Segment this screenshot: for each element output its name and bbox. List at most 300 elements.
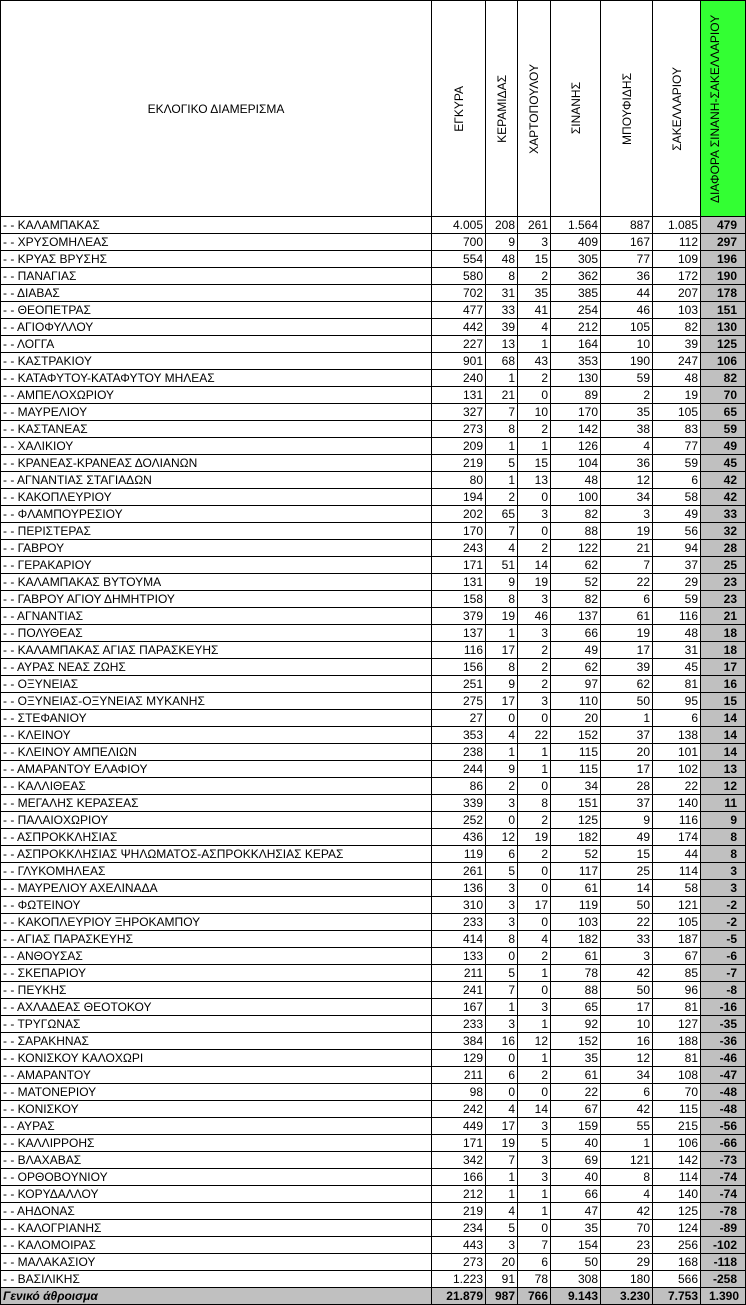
valid-votes: 443 <box>432 1237 486 1254</box>
sinanis-votes: 52 <box>551 846 601 863</box>
district-name: - - ΣΑΡΑΚΗΝΑΣ <box>1 1033 432 1050</box>
sinanis-votes: 62 <box>551 557 601 574</box>
district-name: - - ΠΟΛΥΘΕΑΣ <box>1 625 432 642</box>
mpoufidis-votes: 7 <box>601 557 653 574</box>
chartopoulou-votes: 0 <box>518 523 551 540</box>
table-row <box>1 540 746 557</box>
valid-votes: 244 <box>432 761 486 778</box>
chartopoulou-votes: 2 <box>518 421 551 438</box>
district-name: - - ΑΓΝΑΝΤΙΑΣ ΣΤΑΓΙΑΔΩΝ <box>1 472 432 489</box>
table-row <box>1 625 746 642</box>
chartopoulou-votes: 2 <box>518 846 551 863</box>
district-name: - - ΓΑΒΡΟΥ ΑΓΙΟΥ ΔΗΜΗΤΡΙΟΥ <box>1 591 432 608</box>
district-name: - - ΚΟΡΥΔΑΛΛΟΥ <box>1 1186 432 1203</box>
district-name: - - ΠΕΡΙΣΤΕΡΑΣ <box>1 523 432 540</box>
district-name: - - ΔΙΑΒΑΣ <box>1 285 432 302</box>
keramidas-votes: 6 <box>486 846 518 863</box>
mpoufidis-votes: 49 <box>601 829 653 846</box>
chartopoulou-votes: 0 <box>518 1084 551 1101</box>
district-name: - - ΧΑΛΙΚΙΟΥ <box>1 438 432 455</box>
difference-value: 23 <box>701 574 746 591</box>
district-name: - - ΚΛΕΙΝΟΥ <box>1 727 432 744</box>
chartopoulou-votes: 3 <box>518 693 551 710</box>
district-name: - - ΑΥΡΑΣ <box>1 1118 432 1135</box>
sinanis-votes: 125 <box>551 812 601 829</box>
valid-votes: 131 <box>432 387 486 404</box>
chartopoulou-votes: 0 <box>518 880 551 897</box>
district-name: - - ΠΑΝΑΓΙΑΣ <box>1 268 432 285</box>
table-row <box>1 574 746 591</box>
chartopoulou-votes: 1 <box>518 761 551 778</box>
keramidas-votes: 9 <box>486 234 518 251</box>
keramidas-votes: 4 <box>486 1101 518 1118</box>
difference-value: -8 <box>701 982 746 999</box>
sakellariou-votes: 82 <box>653 319 701 336</box>
table-row <box>1 1016 746 1033</box>
district-name: - - ΑΜΠΕΛΟΧΩΡΙΟΥ <box>1 387 432 404</box>
district-name: - - ΣΚΕΠΑΡΙΟΥ <box>1 965 432 982</box>
chartopoulou-votes: 1 <box>518 965 551 982</box>
difference-value: -5 <box>701 931 746 948</box>
keramidas-votes: 0 <box>486 1084 518 1101</box>
district-name: - - ΟΞΥΝΕΙΑΣ <box>1 676 432 693</box>
table-row <box>1 761 746 778</box>
mpoufidis-votes: 33 <box>601 931 653 948</box>
difference-value: -46 <box>701 1050 746 1067</box>
valid-votes: 238 <box>432 744 486 761</box>
sinanis-votes: 88 <box>551 523 601 540</box>
sakellariou-votes: 49 <box>653 506 701 523</box>
sakellariou-votes: 247 <box>653 353 701 370</box>
difference-value: 178 <box>701 285 746 302</box>
chartopoulou-votes: 10 <box>518 404 551 421</box>
chartopoulou-votes: 15 <box>518 251 551 268</box>
district-name: - - ΑΓΙΑΣ ΠΑΡΑΣΚΕΥΗΣ <box>1 931 432 948</box>
table-row <box>1 251 746 268</box>
sinanis-votes: 137 <box>551 608 601 625</box>
table-row <box>1 659 746 676</box>
table-row <box>1 268 746 285</box>
mpoufidis-votes: 37 <box>601 795 653 812</box>
table-row <box>1 1084 746 1101</box>
mpoufidis-votes: 17 <box>601 761 653 778</box>
valid-votes: 137 <box>432 625 486 642</box>
mpoufidis-votes: 105 <box>601 319 653 336</box>
keramidas-votes: 8 <box>486 268 518 285</box>
table-row <box>1 421 746 438</box>
mpoufidis-votes: 15 <box>601 846 653 863</box>
sinanis-votes: 82 <box>551 591 601 608</box>
valid-votes: 241 <box>432 982 486 999</box>
sinanis-votes: 35 <box>551 1050 601 1067</box>
sinanis-votes: 47 <box>551 1203 601 1220</box>
sakellariou-votes: 102 <box>653 761 701 778</box>
valid-votes: 353 <box>432 727 486 744</box>
keramidas-votes: 8 <box>486 931 518 948</box>
sinanis-votes: 103 <box>551 914 601 931</box>
difference-value: 14 <box>701 710 746 727</box>
sinanis-votes: 305 <box>551 251 601 268</box>
mpoufidis-votes: 12 <box>601 472 653 489</box>
sakellariou-votes: 114 <box>653 1169 701 1186</box>
keramidas-votes: 4 <box>486 727 518 744</box>
valid-votes: 4.005 <box>432 217 486 234</box>
valid-votes: 98 <box>432 1084 486 1101</box>
mpoufidis-votes: 14 <box>601 880 653 897</box>
difference-value: -73 <box>701 1152 746 1169</box>
keramidas-votes: 65 <box>486 506 518 523</box>
sakellariou-votes: 56 <box>653 523 701 540</box>
sinanis-votes: 212 <box>551 319 601 336</box>
valid-votes: 170 <box>432 523 486 540</box>
valid-votes: 702 <box>432 285 486 302</box>
chartopoulou-votes: 261 <box>518 217 551 234</box>
district-name: - - ΑΓΝΑΝΤΙΑΣ <box>1 608 432 625</box>
chartopoulou-votes: 46 <box>518 608 551 625</box>
district-name: - - ΚΑΣΤΡΑΚΙΟΥ <box>1 353 432 370</box>
sinanis-votes: 66 <box>551 1186 601 1203</box>
difference-value: 28 <box>701 540 746 557</box>
table-row <box>1 999 746 1016</box>
difference-value: 23 <box>701 591 746 608</box>
total-label: Γενικό άθροισμα <box>1 1288 432 1305</box>
sinanis-votes: 61 <box>551 948 601 965</box>
table-row <box>1 506 746 523</box>
sinanis-votes: 65 <box>551 999 601 1016</box>
table-row <box>1 302 746 319</box>
valid-votes: 133 <box>432 948 486 965</box>
valid-votes: 449 <box>432 1118 486 1135</box>
sinanis-votes: 52 <box>551 574 601 591</box>
sakellariou-votes: 124 <box>653 1220 701 1237</box>
chartopoulou-votes: 22 <box>518 727 551 744</box>
sakellariou-votes: 44 <box>653 846 701 863</box>
sakellariou-votes: 58 <box>653 489 701 506</box>
chartopoulou-votes: 1 <box>518 438 551 455</box>
table-row <box>1 1050 746 1067</box>
mpoufidis-votes: 50 <box>601 897 653 914</box>
difference-value: 14 <box>701 744 746 761</box>
table-row <box>1 1220 746 1237</box>
mpoufidis-votes: 22 <box>601 914 653 931</box>
difference-value: 12 <box>701 778 746 795</box>
chartopoulou-votes: 43 <box>518 353 551 370</box>
difference-value: 42 <box>701 472 746 489</box>
difference-value: 14 <box>701 727 746 744</box>
keramidas-votes: 31 <box>486 285 518 302</box>
chartopoulou-votes: 3 <box>518 625 551 642</box>
keramidas-votes: 21 <box>486 387 518 404</box>
mpoufidis-votes: 29 <box>601 1254 653 1271</box>
valid-votes: 1.223 <box>432 1271 486 1288</box>
sakellariou-votes: 83 <box>653 421 701 438</box>
chartopoulou-votes: 14 <box>518 1101 551 1118</box>
keramidas-votes: 1 <box>486 472 518 489</box>
district-name: - - ΚΑΚΟΠΛΕΥΡΙΟΥ <box>1 489 432 506</box>
difference-value: 297 <box>701 234 746 251</box>
district-name: - - ΚΑΚΟΠΛΕΥΡΙΟΥ ΞΗΡΟΚΑΜΠΟΥ <box>1 914 432 931</box>
district-name: - - ΠΕΥΚΗΣ <box>1 982 432 999</box>
header-chartopoulou: ΧΑΡΤΟΠΟΥΛΟΥ <box>518 1 551 217</box>
keramidas-votes: 68 <box>486 353 518 370</box>
keramidas-votes: 0 <box>486 812 518 829</box>
table-row <box>1 591 746 608</box>
valid-votes: 901 <box>432 353 486 370</box>
table-row <box>1 489 746 506</box>
sinanis-votes: 170 <box>551 404 601 421</box>
district-name: - - ΚΑΛΛΙΘΕΑΣ <box>1 778 432 795</box>
chartopoulou-votes: 4 <box>518 931 551 948</box>
keramidas-votes: 1 <box>486 370 518 387</box>
difference-value: 16 <box>701 676 746 693</box>
difference-value: 8 <box>701 829 746 846</box>
difference-value: 49 <box>701 438 746 455</box>
valid-votes: 242 <box>432 1101 486 1118</box>
mpoufidis-votes: 35 <box>601 404 653 421</box>
sinanis-votes: 34 <box>551 778 601 795</box>
chartopoulou-votes: 15 <box>518 455 551 472</box>
keramidas-votes: 20 <box>486 1254 518 1271</box>
keramidas-votes: 51 <box>486 557 518 574</box>
valid-votes: 211 <box>432 965 486 982</box>
table-row <box>1 1169 746 1186</box>
district-name: - - ΟΡΘΟΒΟΥΝΙΟΥ <box>1 1169 432 1186</box>
sakellariou-votes: 45 <box>653 659 701 676</box>
valid-votes: 273 <box>432 1254 486 1271</box>
valid-votes: 212 <box>432 1186 486 1203</box>
valid-votes: 116 <box>432 642 486 659</box>
sakellariou-votes: 6 <box>653 710 701 727</box>
chartopoulou-votes: 78 <box>518 1271 551 1288</box>
mpoufidis-votes: 180 <box>601 1271 653 1288</box>
district-name: - - ΚΑΛΟΜΟΙΡΑΣ <box>1 1237 432 1254</box>
total-sakellariou: 7.753 <box>653 1288 701 1305</box>
table-row <box>1 455 746 472</box>
valid-votes: 379 <box>432 608 486 625</box>
sakellariou-votes: 101 <box>653 744 701 761</box>
difference-value: 59 <box>701 421 746 438</box>
total-mpoufidis: 3.230 <box>601 1288 653 1305</box>
valid-votes: 436 <box>432 829 486 846</box>
mpoufidis-votes: 17 <box>601 999 653 1016</box>
difference-value: -36 <box>701 1033 746 1050</box>
sakellariou-votes: 112 <box>653 234 701 251</box>
keramidas-votes: 3 <box>486 1237 518 1254</box>
chartopoulou-votes: 12 <box>518 1033 551 1050</box>
sakellariou-votes: 59 <box>653 591 701 608</box>
sakellariou-votes: 256 <box>653 1237 701 1254</box>
table-row <box>1 1254 746 1271</box>
sakellariou-votes: 29 <box>653 574 701 591</box>
keramidas-votes: 1 <box>486 1169 518 1186</box>
sinanis-votes: 88 <box>551 982 601 999</box>
valid-votes: 202 <box>432 506 486 523</box>
sakellariou-votes: 22 <box>653 778 701 795</box>
table-row <box>1 370 746 387</box>
valid-votes: 219 <box>432 455 486 472</box>
table-row <box>1 1033 746 1050</box>
sinanis-votes: 130 <box>551 370 601 387</box>
district-name: - - ΜΑΛΑΚΑΣΙΟΥ <box>1 1254 432 1271</box>
sakellariou-votes: 48 <box>653 625 701 642</box>
difference-value: -74 <box>701 1169 746 1186</box>
difference-value: -102 <box>701 1237 746 1254</box>
header-keramidas: ΚΕΡΑΜΙΔΑΣ <box>486 1 518 217</box>
sakellariou-votes: 81 <box>653 676 701 693</box>
keramidas-votes: 1 <box>486 744 518 761</box>
keramidas-votes: 8 <box>486 659 518 676</box>
chartopoulou-votes: 1 <box>518 744 551 761</box>
difference-value: -2 <box>701 914 746 931</box>
keramidas-votes: 9 <box>486 676 518 693</box>
valid-votes: 27 <box>432 710 486 727</box>
header-district: ΕΚΛΟΓΙΚΟ ΔΙΑΜΕΡΙΣΜΑ <box>1 1 432 217</box>
difference-value: 9 <box>701 812 746 829</box>
valid-votes: 251 <box>432 676 486 693</box>
mpoufidis-votes: 34 <box>601 1067 653 1084</box>
district-name: - - ΑΓΙΟΦΥΛΛΟΥ <box>1 319 432 336</box>
table-row <box>1 897 746 914</box>
sinanis-votes: 254 <box>551 302 601 319</box>
sinanis-votes: 164 <box>551 336 601 353</box>
table-row <box>1 1203 746 1220</box>
sakellariou-votes: 125 <box>653 1203 701 1220</box>
difference-value: 32 <box>701 523 746 540</box>
mpoufidis-votes: 38 <box>601 421 653 438</box>
keramidas-votes: 5 <box>486 455 518 472</box>
total-chartopoulou: 766 <box>518 1288 551 1305</box>
mpoufidis-votes: 46 <box>601 302 653 319</box>
valid-votes: 700 <box>432 234 486 251</box>
district-name: - - ΠΑΛΑΙΟΧΩΡΙΟΥ <box>1 812 432 829</box>
sakellariou-votes: 70 <box>653 1084 701 1101</box>
chartopoulou-votes: 0 <box>518 489 551 506</box>
mpoufidis-votes: 2 <box>601 387 653 404</box>
mpoufidis-votes: 17 <box>601 642 653 659</box>
mpoufidis-votes: 34 <box>601 489 653 506</box>
valid-votes: 273 <box>432 421 486 438</box>
valid-votes: 477 <box>432 302 486 319</box>
difference-value: 45 <box>701 455 746 472</box>
keramidas-votes: 0 <box>486 948 518 965</box>
district-name: - - ΛΟΓΓΑ <box>1 336 432 353</box>
valid-votes: 219 <box>432 1203 486 1220</box>
sakellariou-votes: 95 <box>653 693 701 710</box>
mpoufidis-votes: 19 <box>601 625 653 642</box>
difference-value: 190 <box>701 268 746 285</box>
sinanis-votes: 154 <box>551 1237 601 1254</box>
mpoufidis-votes: 62 <box>601 676 653 693</box>
mpoufidis-votes: 50 <box>601 982 653 999</box>
difference-value: 17 <box>701 659 746 676</box>
chartopoulou-votes: 2 <box>518 540 551 557</box>
mpoufidis-votes: 61 <box>601 608 653 625</box>
sakellariou-votes: 138 <box>653 727 701 744</box>
mpoufidis-votes: 37 <box>601 727 653 744</box>
valid-votes: 209 <box>432 438 486 455</box>
keramidas-votes: 6 <box>486 1067 518 1084</box>
mpoufidis-votes: 3 <box>601 948 653 965</box>
sakellariou-votes: 142 <box>653 1152 701 1169</box>
valid-votes: 158 <box>432 591 486 608</box>
valid-votes: 234 <box>432 1220 486 1237</box>
sakellariou-votes: 108 <box>653 1067 701 1084</box>
sinanis-votes: 40 <box>551 1135 601 1152</box>
district-name: - - ΟΞΥΝΕΙΑΣ-ΟΞΥΝΕΙΑΣ ΜΥΚΑΝΗΣ <box>1 693 432 710</box>
district-name: - - ΘΕΟΠΕΤΡΑΣ <box>1 302 432 319</box>
table-row <box>1 1186 746 1203</box>
mpoufidis-votes: 77 <box>601 251 653 268</box>
chartopoulou-votes: 4 <box>518 319 551 336</box>
table-row <box>1 472 746 489</box>
sinanis-votes: 142 <box>551 421 601 438</box>
chartopoulou-votes: 0 <box>518 710 551 727</box>
difference-value: 18 <box>701 625 746 642</box>
sinanis-votes: 308 <box>551 1271 601 1288</box>
difference-value: -118 <box>701 1254 746 1271</box>
district-name: - - ΤΡΥΓΩΝΑΣ <box>1 1016 432 1033</box>
district-name: - - ΚΑΛΛΙΡΡΟΗΣ <box>1 1135 432 1152</box>
table-row <box>1 642 746 659</box>
keramidas-votes: 1 <box>486 438 518 455</box>
difference-value: -2 <box>701 897 746 914</box>
district-name: - - ΚΑΛΟΓΡΙΑΝΗΣ <box>1 1220 432 1237</box>
table-row <box>1 931 746 948</box>
difference-value: 130 <box>701 319 746 336</box>
mpoufidis-votes: 20 <box>601 744 653 761</box>
sakellariou-votes: 109 <box>653 251 701 268</box>
valid-votes: 554 <box>432 251 486 268</box>
sinanis-votes: 22 <box>551 1084 601 1101</box>
sinanis-votes: 40 <box>551 1169 601 1186</box>
mpoufidis-votes: 12 <box>601 1050 653 1067</box>
table-row <box>1 1067 746 1084</box>
table-row <box>1 217 746 234</box>
valid-votes: 580 <box>432 268 486 285</box>
valid-votes: 156 <box>432 659 486 676</box>
keramidas-votes: 9 <box>486 761 518 778</box>
table-row <box>1 438 746 455</box>
keramidas-votes: 3 <box>486 897 518 914</box>
keramidas-votes: 5 <box>486 863 518 880</box>
table-row <box>1 744 746 761</box>
sinanis-votes: 89 <box>551 387 601 404</box>
table-row <box>1 778 746 795</box>
difference-value: -66 <box>701 1135 746 1152</box>
district-name: - - ΜΑΤΟΝΕΡΙΟΥ <box>1 1084 432 1101</box>
mpoufidis-votes: 42 <box>601 1203 653 1220</box>
keramidas-votes: 8 <box>486 421 518 438</box>
sakellariou-votes: 116 <box>653 812 701 829</box>
district-name: - - ΚΑΛΑΜΠΑΚΑΣ ΒΥΤΟΥΜΑ <box>1 574 432 591</box>
mpoufidis-votes: 4 <box>601 1186 653 1203</box>
district-name: - - ΓΛΥΚΟΜΗΛΕΑΣ <box>1 863 432 880</box>
keramidas-votes: 8 <box>486 591 518 608</box>
mpoufidis-votes: 16 <box>601 1033 653 1050</box>
difference-value: 21 <box>701 608 746 625</box>
chartopoulou-votes: 0 <box>518 914 551 931</box>
keramidas-votes: 33 <box>486 302 518 319</box>
difference-value: -48 <box>701 1101 746 1118</box>
table-row <box>1 914 746 931</box>
sakellariou-votes: 121 <box>653 897 701 914</box>
mpoufidis-votes: 10 <box>601 1016 653 1033</box>
sinanis-votes: 67 <box>551 1101 601 1118</box>
difference-value: 15 <box>701 693 746 710</box>
keramidas-votes: 7 <box>486 982 518 999</box>
district-name: - - ΜΑΥΡΕΛΙΟΥ <box>1 404 432 421</box>
sakellariou-votes: 215 <box>653 1118 701 1135</box>
